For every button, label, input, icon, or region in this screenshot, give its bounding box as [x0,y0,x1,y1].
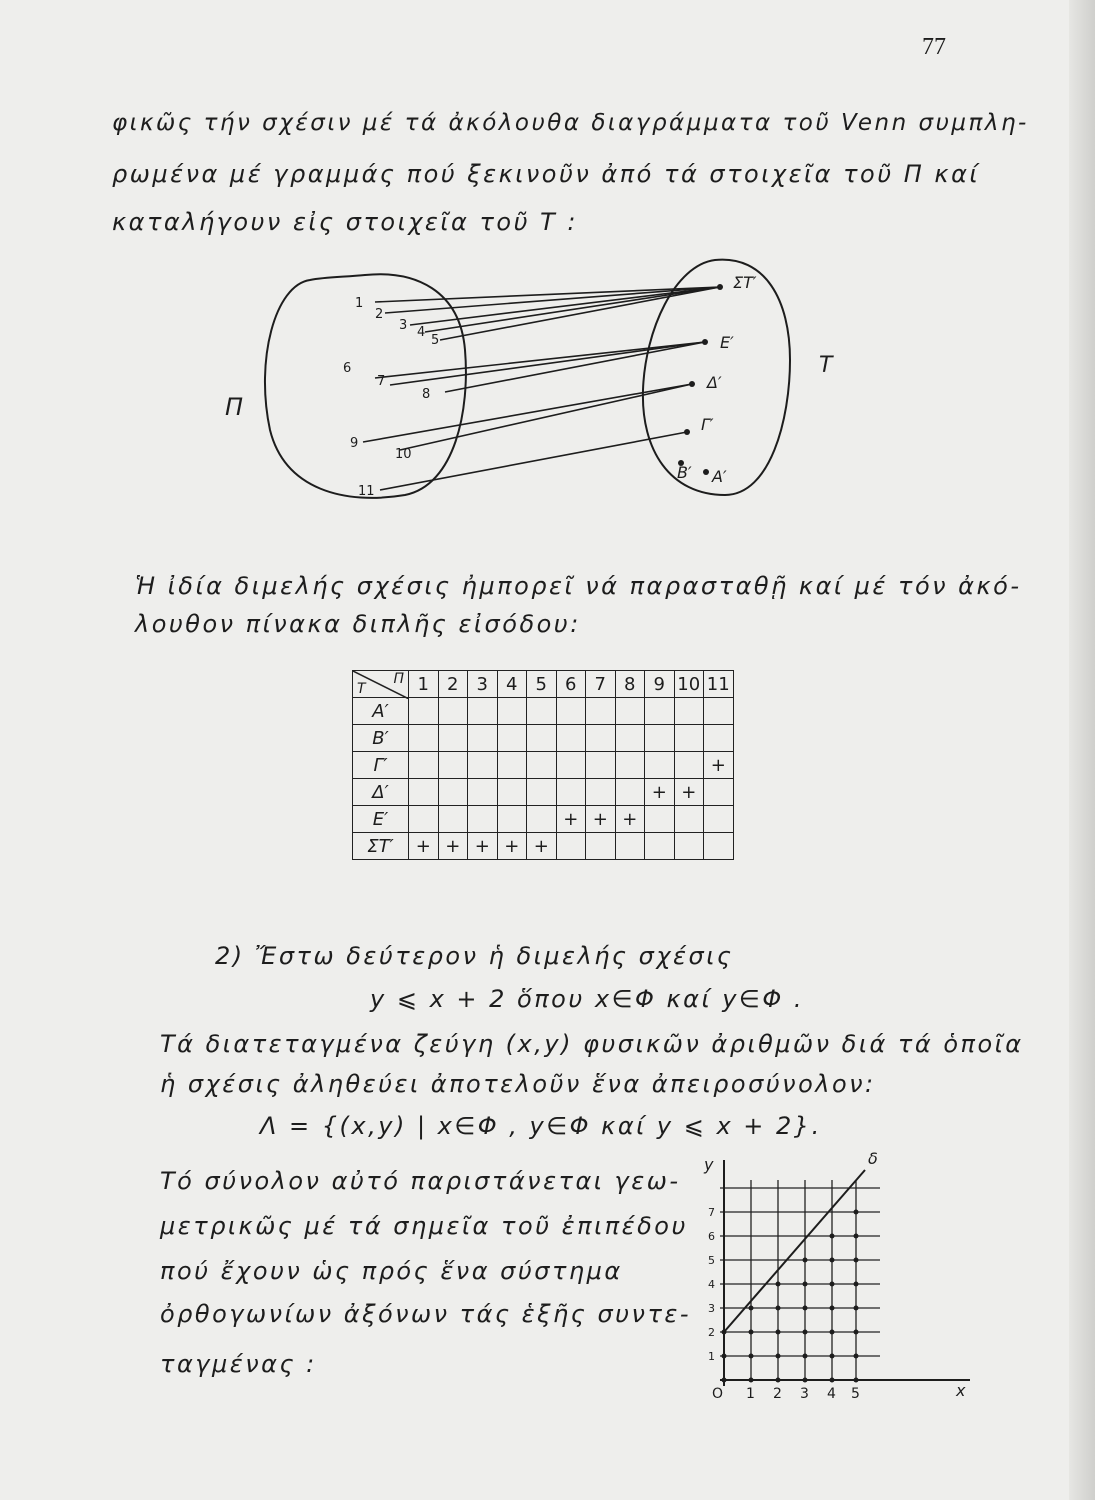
venn-right-st: ΣΤ′ [733,273,757,292]
set-p-ellipse [265,274,466,498]
table-cell: + [586,806,616,833]
table-cell [527,752,557,779]
table-cell [468,752,498,779]
table-cell: + [468,833,498,860]
table-row [353,725,734,752]
table-cell [645,725,675,752]
table-cell [615,725,645,752]
coordinate-graph [690,1150,990,1400]
table-cell [556,725,586,752]
table-cell [409,752,439,779]
table-cell [586,833,616,860]
col-header: 4 [497,671,527,698]
x-axis-label: x [956,1381,966,1400]
table-row [353,779,734,806]
venn-left-6: 6 [343,361,352,376]
table-cell [497,806,527,833]
line-delta-label: δ [868,1150,878,1168]
row-header: Γ′ [353,752,409,779]
table-row [353,806,734,833]
origin-label: O [712,1386,724,1400]
para2-line2: λουθον πίνακα διπλῆς εἰσόδου: [135,610,581,638]
table-cell: + [497,833,527,860]
table-row [353,698,734,725]
table-cell [438,806,468,833]
table-cell [556,833,586,860]
table-row [353,833,734,860]
venn-left-1: 1 [355,296,364,311]
table-cell [674,833,704,860]
col-header: 5 [527,671,557,698]
col-header: 6 [556,671,586,698]
venn-right-e: Ε′ [720,333,734,352]
relation-lines [363,287,720,490]
table-cell [586,698,616,725]
col-header: 10 [674,671,704,698]
y-tick-3: 3 [708,1302,715,1315]
table-cell [556,698,586,725]
y-axis-label: y [704,1155,714,1174]
x-tick-3: 3 [800,1386,809,1400]
table-cell [438,725,468,752]
table-cell: + [409,833,439,860]
venn-left-11: 11 [358,484,375,499]
table-cell: + [527,833,557,860]
venn-left-10: 10 [395,447,412,462]
col-header: 8 [615,671,645,698]
para3-line1: Τά διατεταγμένα ζεύγη (x,y) φυσικῶν ἀριθμῶν διά τά ὁποῖα [160,1030,1024,1058]
para4-line1: Τό σύνολον αὐτό παριστάνεται γεω- [160,1167,681,1195]
table-cell [674,752,704,779]
venn-right-b: Β′ [677,463,692,482]
para4-line4: ὀρθογωνίων ἀξόνων τάς ἑξῆς συντε- [160,1300,692,1328]
table-cell [645,833,675,860]
table-cell: + [556,806,586,833]
table-cell [674,806,704,833]
table-cell [438,779,468,806]
y-tick-7: 7 [708,1206,715,1219]
col-header: 11 [704,671,734,698]
row-header: Ε′ [353,806,409,833]
x-tick-4: 4 [827,1386,836,1400]
table-cell [409,779,439,806]
para4-line5: ταγμένας : [160,1350,317,1378]
table-cell [527,779,557,806]
table-cell [615,779,645,806]
table-cell [527,806,557,833]
venn-left-9: 9 [350,436,359,451]
row-header: Α′ [353,698,409,725]
table-cell [497,698,527,725]
para1-line3: καταλήγουν εἰς στοιχεῖα τοῦ Τ : [112,208,578,236]
x-tick-5: 5 [851,1386,860,1400]
set-t-label: Τ [819,353,833,378]
y-tick-2: 2 [708,1326,715,1339]
row-header: Δ′ [353,779,409,806]
col-header: 2 [438,671,468,698]
table-cell [556,752,586,779]
table-cell [645,698,675,725]
table-cell [674,698,704,725]
col-header: 7 [586,671,616,698]
venn-left-3: 3 [399,318,408,333]
table-cell [645,752,675,779]
table-cell [674,725,704,752]
table-cell [438,752,468,779]
y-tick-5: 5 [708,1254,715,1267]
col-header: 1 [409,671,439,698]
table-cell [497,779,527,806]
para4-line3: πού ἔχουν ὡς πρός ἕνα σύστημα [160,1257,623,1285]
table-cell: + [704,752,734,779]
table-cell [497,725,527,752]
table-cell [527,725,557,752]
table-cell [704,725,734,752]
table-cell [497,752,527,779]
table-cell [468,698,498,725]
relation-table [352,670,734,860]
table-cell [704,806,734,833]
corner-row-label: Τ [357,681,366,697]
table-cell [527,698,557,725]
table-cell [586,725,616,752]
y-tick-4: 4 [708,1278,715,1291]
table-cell [704,779,734,806]
venn-left-7: 7 [377,374,386,389]
item2-line1: 2) Ἔστω δεύτερον ἡ διμελής σχέσις [215,942,734,970]
col-header: 3 [468,671,498,698]
table-cell [586,752,616,779]
table-cell [468,725,498,752]
para1-line1: φικῶς τήν σχέσιν μέ τά ἀκόλουθα διαγράμματα τοῦ Venn συμπλη- [112,110,1029,136]
para3-line2: ἡ σχέσις ἀληθεύει ἀποτελοῦν ἕνα ἀπειροσύνολον: [160,1070,876,1098]
table-row [353,752,734,779]
col-header: 9 [645,671,675,698]
para4-line2: μετρικῶς μέ τά σημεῖα τοῦ ἐπιπέδου [160,1212,688,1240]
venn-right-d: Δ′ [707,373,722,392]
table-cell: + [645,779,675,806]
page-number: 77 [922,34,946,60]
venn-left-8: 8 [422,387,431,402]
set-lambda-formula: Λ = {(x,y) | x∈Φ , y∈Φ καί y ⩽ x + 2}. [260,1112,822,1140]
table-cell [468,806,498,833]
x-tick-2: 2 [773,1386,782,1400]
table-cell [615,833,645,860]
table-cell [615,698,645,725]
corner-col-label: Π [393,671,404,687]
venn-right-g: Γ′ [701,415,714,434]
table-cell [409,725,439,752]
venn-left-4: 4 [417,325,426,340]
set-p-label: Π [225,393,244,421]
table-cell [409,698,439,725]
table-cell [586,779,616,806]
table-cell [645,806,675,833]
table-header-row [353,671,734,698]
table-cell [704,698,734,725]
para2-line1: Ἡ ἰδία διμελής σχέσις ἠμπορεῖ νά παρασταθῇ καί μέ τόν ἀκό- [135,572,1022,600]
para1-line2: ρωμένα μέ γραμμάς πού ξεκινοῦν ἀπό τά στοιχεῖα τοῦ Π καί [112,160,981,188]
venn-left-2: 2 [375,307,384,322]
table-cell: + [615,806,645,833]
table-cell [409,806,439,833]
table-cell [438,698,468,725]
venn-diagram [215,250,855,515]
x-tick-1: 1 [746,1386,755,1400]
table-cell [468,779,498,806]
venn-right-a: Α′ [712,467,727,486]
row-header: ΣΤ′ [353,833,409,860]
table-corner-cell [353,671,409,698]
y-tick-1: 1 [708,1350,715,1363]
item2-line2: y ⩽ x + 2 ὅπου x∈Φ καί y∈Φ . [370,985,804,1013]
table-cell: + [674,779,704,806]
y-tick-6: 6 [708,1230,715,1243]
table-cell [615,752,645,779]
row-header: Β′ [353,725,409,752]
table-cell [704,833,734,860]
table-cell [556,779,586,806]
table-cell: + [438,833,468,860]
venn-left-5: 5 [431,333,440,348]
page-edge-shadow [1069,0,1095,1500]
